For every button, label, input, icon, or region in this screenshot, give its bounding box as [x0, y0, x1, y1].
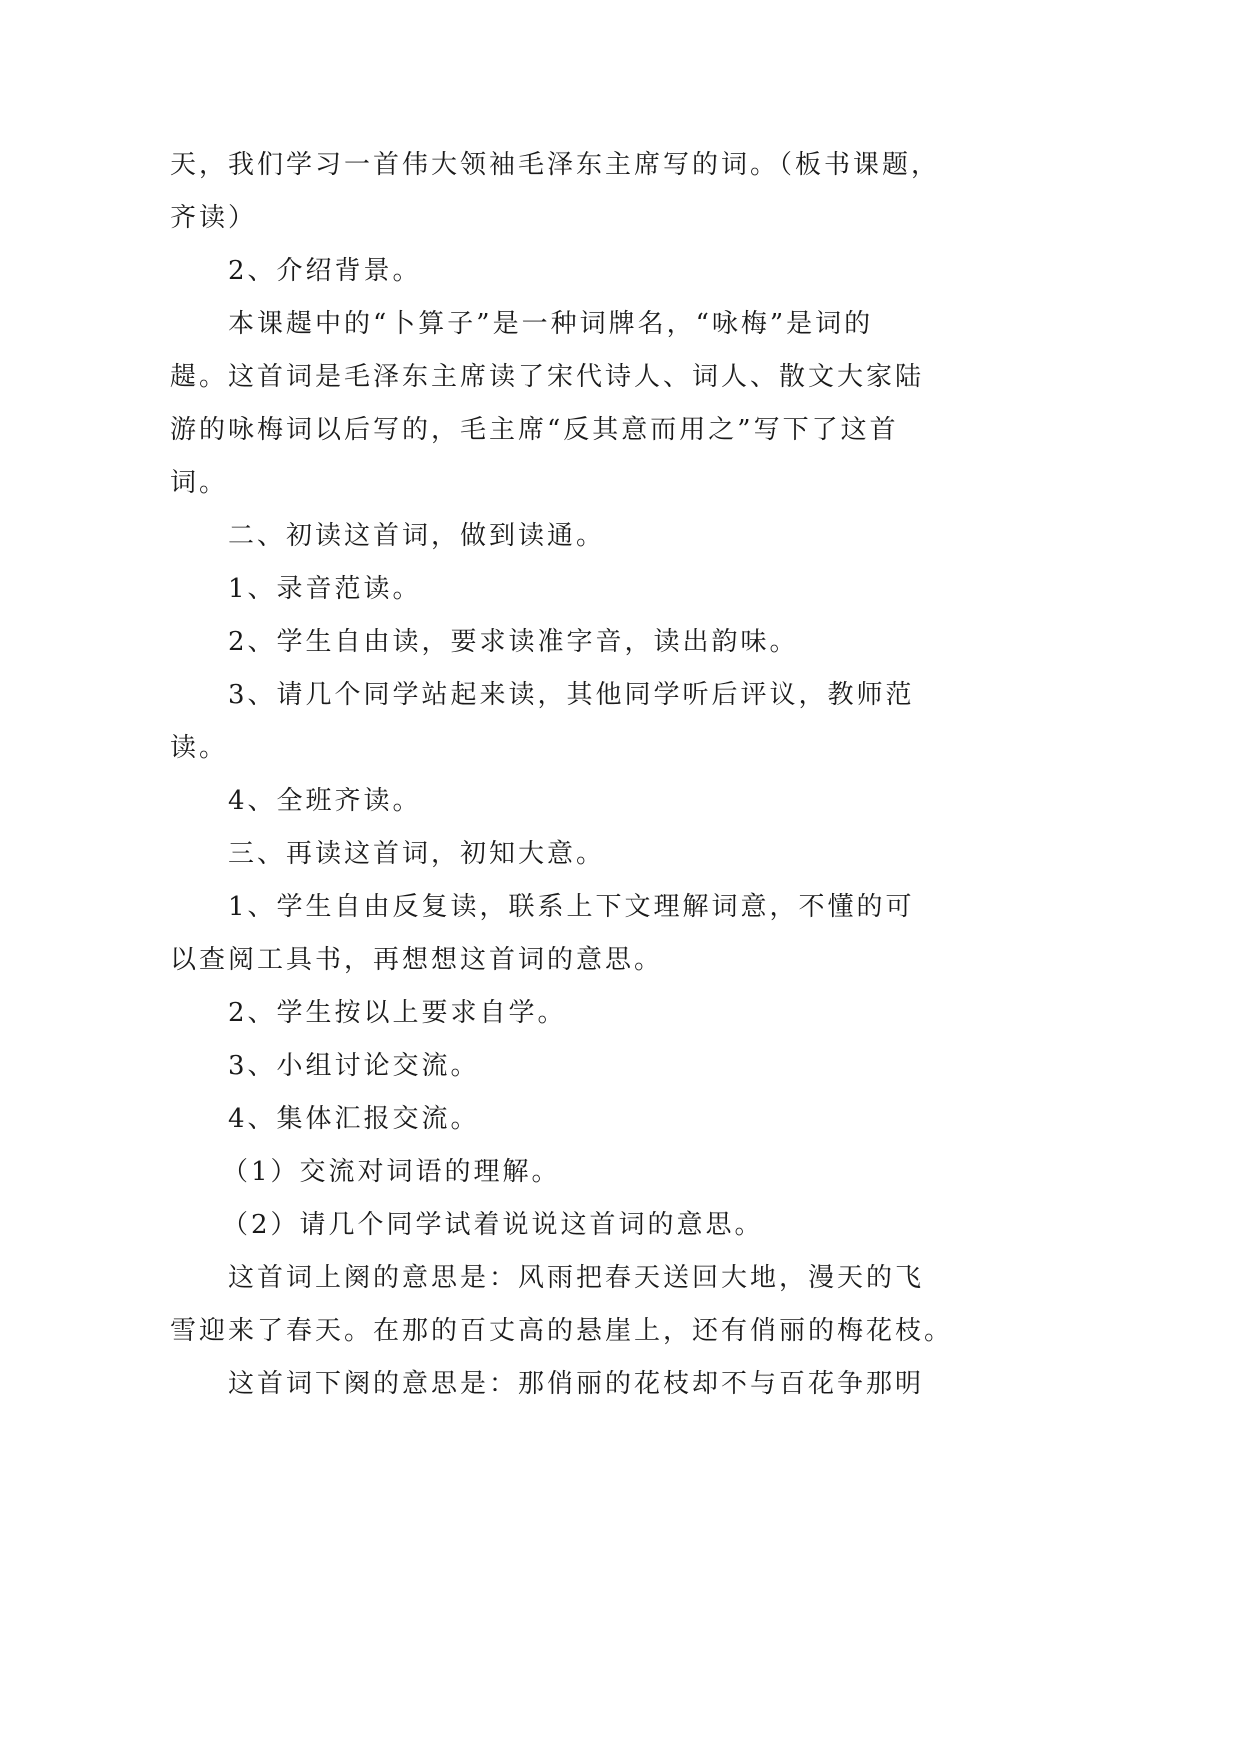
text-line: 3、请几个同学站起来读，其他同学听后评议，教师范: [228, 680, 915, 710]
text-line: 齐读）: [170, 203, 258, 233]
text-line: 3、小组讨论交流。: [228, 1051, 480, 1081]
text-line: 2、介绍背景。: [228, 256, 422, 286]
text-line: 本课趧中的“卜算子”是一种词牌名，“咏梅”是词的: [228, 309, 874, 339]
text-line: 游的咏梅词以后写的，毛主席“反其意而用之”写下了这首: [170, 415, 899, 445]
text-line: 4、全班齐读。: [228, 786, 422, 816]
text-line: 2、学生按以上要求自学。: [228, 998, 567, 1028]
text-line: 词。: [170, 468, 229, 498]
section-heading: 二、初读这首词，做到读通。: [228, 521, 606, 551]
section-heading: 三、再读这首词，初知大意。: [228, 839, 606, 869]
text-line: 4、集体汇报交流。: [228, 1104, 480, 1134]
text-line: （2）请几个同学试着说说这首词的意思。: [222, 1210, 764, 1240]
text-line: （1）交流对词语的理解。: [222, 1157, 561, 1187]
text-line: 以查阅工具书，再想想这首词的意思。: [170, 945, 664, 975]
text-line: 读。: [170, 733, 229, 763]
text-line: 这首词上阕的意思是：风雨把春天送回大地，漫天的飞: [228, 1263, 925, 1293]
text-line: 2、学生自由读，要求读准字音，读出韵味。: [228, 627, 799, 657]
text-line: 1、录音范读。: [228, 574, 422, 604]
text-line: 趧。这首词是毛泽东主席读了宋代诗人、词人、散文大家陆: [170, 362, 925, 392]
text-line: 这首词下阕的意思是：那俏丽的花枝却不与百花争那明: [228, 1369, 925, 1399]
text-line: 雪迎来了春天。在那的百丈高的悬崖上，还有俏丽的梅花枝。: [170, 1316, 954, 1346]
document-body: [170, 139, 970, 1411]
text-line: 天，我们学习一首伟大领袖毛泽东主席写的词。（板书课题，: [170, 150, 941, 180]
text-line: 1、学生自由反复读，联系上下文理解词意，不懂的可: [228, 892, 915, 922]
